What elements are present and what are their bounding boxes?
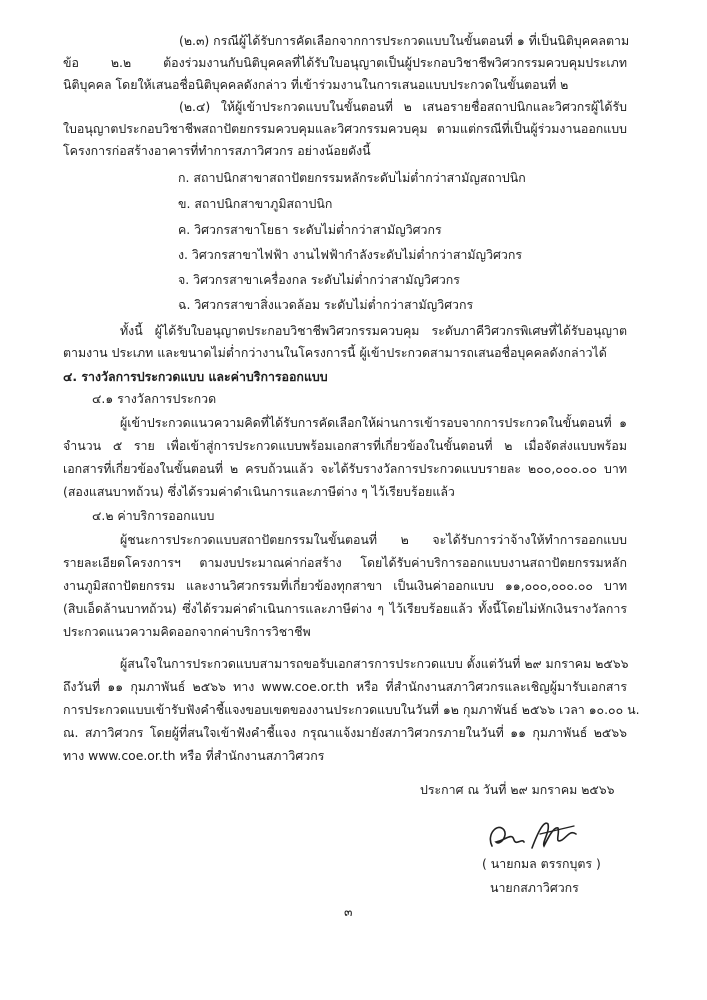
section-4-heading: ๔. รางวัลการประกวดแบบ และค่าบริการออกแบบ [63,369,328,384]
note-line-1: ทั้งนี้ ผู้ได้รับใบอนุญาตประกอบวิชาชีพวิศวกรรมควบคุม ระดับภาคีวิศวกรพิเศษที่ได้รับอนุญาต [120,323,627,338]
interest-line-5: ทาง www.coe.or.th หรือ ที่สำนักงานสภาวิศวกร [63,748,325,763]
section-4-1-heading: ๔.๑ รางวัลการประกวด [92,391,217,406]
para-2-3-line-1: (๒.๓) กรณีผู้ได้รับการคัดเลือกจากการประกวดแบบในขั้นตอนที่ ๑ ที่เป็นนิติบุคคลตาม [179,33,630,48]
s42-line-1: ผู้ชนะการประกวดแบบสถาปัตยกรรมในขั้นตอนที่ ๒ จะได้รับการว่าจ้างให้ทำการออกแบบ [120,532,627,547]
list-item-3: ค. วิศวกรสาขาโยธา ระดับไม่ต่ำกว่าสามัญวิศวกร [178,222,442,237]
note-line-2: ตามงาน ประเภท และขนาดไม่ต่ำกว่างานในโครงการนี้ ผู้เข้าประกวดสามารถเสนอชื่อบุคคลดังกล่าวได้ [63,345,607,360]
interest-line-3: การประกวดแบบเข้ารับฟังคำชี้แจงขอบเขตของงานประกวดแบบในวันที่ ๑๒ กุมภาพันธ์ ๒๕๖๖ เวลา ๑๐.๐๐ น. [63,702,640,717]
s41-line-1: ผู้เข้าประกวดแนวความคิดที่ได้รับการคัดเลือกให้ผ่านการเข้ารอบจากการประกวดในขั้นตอนที่ ๑ [120,415,627,430]
list-item-4: ง. วิศวกรสาขาไฟฟ้า งานไฟฟ้ากำลังระดับไม่ต่ำกว่าสามัญวิศวกร [178,247,523,262]
para-2-3-line-3: นิติบุคคล โดยให้เสนอชื่อนิติบุคคลดังกล่าว ที่เข้าร่วมงานในการเสนอแบบประกวดในขั้นตอนที่ ๒ [63,77,569,92]
s41-line-2: จำนวน ๕ ราย เพื่อเข้าสู่การประกวดแบบพร้อมเอกสารที่เกี่ยวข้องในขั้นตอนที่ ๒ เมื่อจัดส่งแบบพร้อม [63,438,627,453]
interest-line-2: ถึงวันที่ ๑๑ กุมภาพันธ์ ๒๕๖๖ ทาง www.coe.or.th หรือ ที่สำนักงานสภาวิศวกรและเชิญผู้มารับเอกสาร [63,679,627,694]
interest-line-4: ณ. สภาวิศวกร โดยผู้ที่สนใจเข้าฟังคำชี้แจง กรุณาแจ้งมายังสภาวิศวกรภายในวันที่ ๑๑ กุมภาพันธ์ ๒๕๖๖ [63,725,627,740]
s42-line-4: (สิบเอ็ดล้านบาทถ้วน) ซึ่งได้รวมค่าดำเนินการและภาษีต่าง ๆ ไว้เรียบร้อยแล้ว ทั้งนี้โดยไม่หักเงินรางวัลการ [63,601,627,616]
s41-line-4: (สองแสนบาทถ้วน) ซึ่งได้รวมค่าดำเนินการและภาษีต่าง ๆ ไว้เรียบร้อยแล้ว [63,484,455,499]
interest-line-1: ผู้สนใจในการประกวดแบบสามารถขอรับเอกสารการประกวดแบบ ตั้งแต่วันที่ ๒๙ มกราคม ๒๕๖๖ [120,656,629,671]
announce-date: ประกาศ ณ วันที่ ๒๙ มกราคม ๒๕๖๖ [420,782,615,797]
list-item-2: ข. สถาปนิกสาขาภูมิสถาปนิก [178,196,333,211]
section-4-2-heading: ๔.๒ ค่าบริการออกแบบ [92,508,215,523]
para-2-4-line-1: (๒.๔) ให้ผู้เข้าประกวดแบบในขั้นตอนที่ ๒ เสนอรายชื่อสถาปนิกและวิศวกรผู้ได้รับ [179,99,627,114]
para-2-4-line-2: ใบอนุญาตประกอบวิชาชีพสถาปัตยกรรมควบคุมและวิศวกรรมควบคุม ตามแต่กรณีที่เป็นผู้ร่วมงานออกแบบ [63,121,627,136]
s41-line-3: เอกสารที่เกี่ยวข้องในขั้นตอนที่ ๒ ครบถ้วนแล้ว จะได้รับรางวัลการประกวดแบบรายละ ๒๐๐,๐๐๐.๐๐ บาท [63,461,627,476]
s42-line-5: ประกวดแนวความคิดออกจากค่าบริการวิชาชีพ [63,624,311,639]
signer-title: นายกสภาวิศวกร [490,880,579,895]
para-2-3-line-2: ข้อ ๒.๒ ต้องร่วมงานกับนิติบุคคลที่ได้รับใบอนุญาตเป็นผู้ประกอบวิชาชีพวิศวกรรมควบคุมประเภท [63,55,627,70]
signature-image [478,812,598,860]
s42-line-3: งานภูมิสถาปัตยกรรม และงานวิศวกรรมที่เกี่ยวข้องทุกสาขา เป็นเงินค่าออกแบบ ๑๑,๐๐๐,๐๐๐.๐๐ บาท [63,578,627,593]
page-number: ๓ [344,904,353,919]
list-item-6: ฉ. วิศวกรสาขาสิ่งแวดล้อม ระดับไม่ต่ำกว่าสามัญวิศวกร [178,297,474,312]
s42-line-2: รายละเอียดโครงการฯ ตามงบประมาณค่าก่อสร้าง โดยได้รับค่าบริการออกแบบงานสถาปัตยกรรมหลัก [63,555,627,570]
para-2-4-line-3: โครงการก่อสร้างอาคารที่ทำการสภาวิศวกร อย่างน้อยดังนี้ [63,143,371,158]
list-item-1: ก. สถาปนิกสาขาสถาปัตยกรรมหลักระดับไม่ต่ำกว่าสามัญสถาปนิก [178,170,526,185]
signer-name: ( นายกมล ตรรกบุตร ) [482,856,601,871]
list-item-5: จ. วิศวกรสาขาเครื่องกล ระดับไม่ต่ำกว่าสามัญวิศวกร [178,272,460,287]
